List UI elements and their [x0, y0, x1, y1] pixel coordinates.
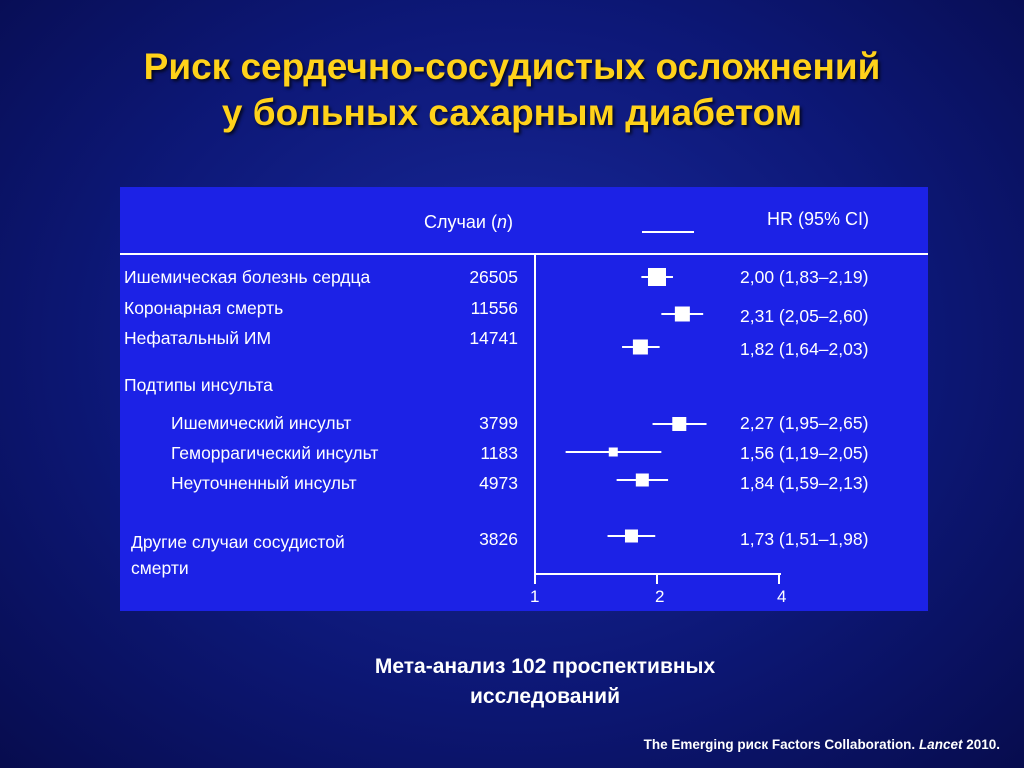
- x-tick-label-2: 2: [655, 587, 665, 606]
- hr-marker-3: [672, 417, 686, 431]
- hr-unspecified-stroke: 1,84 (1,59–2,13): [740, 473, 869, 493]
- hr-nonfatal-mi: 1,82 (1,64–2,03): [740, 339, 869, 359]
- hr-marker-4: [609, 448, 618, 457]
- forest-plot-panel: [120, 187, 928, 611]
- cases-ischemic-stroke: 3799: [479, 413, 518, 433]
- hr-ischemic-stroke: 2,27 (1,95–2,65): [740, 413, 869, 433]
- row-label-ischemic-stroke: Ишемический инсульт: [171, 413, 352, 433]
- citation: The Emerging риск Factors Collaboration. Lancet 2010.: [643, 737, 1000, 752]
- row-label-nonfatal-mi: Нефатальный ИМ: [124, 328, 272, 348]
- hr-hemorrhagic-stroke: 1,56 (1,19–2,05): [740, 443, 869, 463]
- slide-title: [0, 44, 1024, 136]
- hr-other-vascular-death: 1,73 (1,51–1,98): [740, 529, 869, 549]
- cases-unspecified-stroke: 4973: [479, 473, 518, 493]
- hr-column-header: HR (95% CI): [767, 209, 870, 229]
- hr-marker-2: [633, 340, 648, 355]
- hr-marker-0: [648, 268, 666, 286]
- row-label-other-vascular-death: Другие случаи сосудистой смерти: [131, 532, 345, 578]
- x-tick-label-1: 1: [530, 587, 540, 606]
- x-tick-label-4: 4: [777, 587, 787, 606]
- row-label-hemorrhagic-stroke: Геморрагический инсульт: [171, 443, 379, 463]
- cases-nonfatal-mi: 14741: [469, 328, 518, 348]
- title-line-1: Риск сердечно-сосудистых осложнений: [143, 46, 881, 87]
- cases-other-vascular-death: 3826: [479, 529, 518, 549]
- cases-hemorrhagic-stroke: 1183: [480, 443, 518, 463]
- cases-ihd: 26505: [469, 267, 518, 287]
- cases-column-header: Случаи (n): [424, 212, 513, 232]
- hr-marker-1: [675, 307, 690, 322]
- cases-coronary-death: 11556: [470, 298, 518, 318]
- title-line-2: у больных сахарным диабетом: [221, 92, 803, 133]
- row-label-coronary-death: Коронарная смерть: [124, 298, 284, 318]
- row-label-unspecified-stroke: Неуточненный инсульт: [171, 473, 357, 493]
- hr-coronary-death: 2,31 (2,05–2,60): [740, 306, 869, 326]
- hr-marker-5: [636, 474, 649, 487]
- forest-plot-svg: [120, 187, 928, 611]
- hr-marker-6: [625, 530, 638, 543]
- meta-analysis-note: Мета-анализ 102 проспективных исследований: [374, 655, 716, 708]
- row-label-ihd: Ишемическая болезнь сердца: [124, 267, 371, 287]
- stroke-subtypes-heading: Подтипы инсульта: [124, 375, 273, 395]
- hr-ihd: 2,00 (1,83–2,19): [740, 267, 869, 287]
